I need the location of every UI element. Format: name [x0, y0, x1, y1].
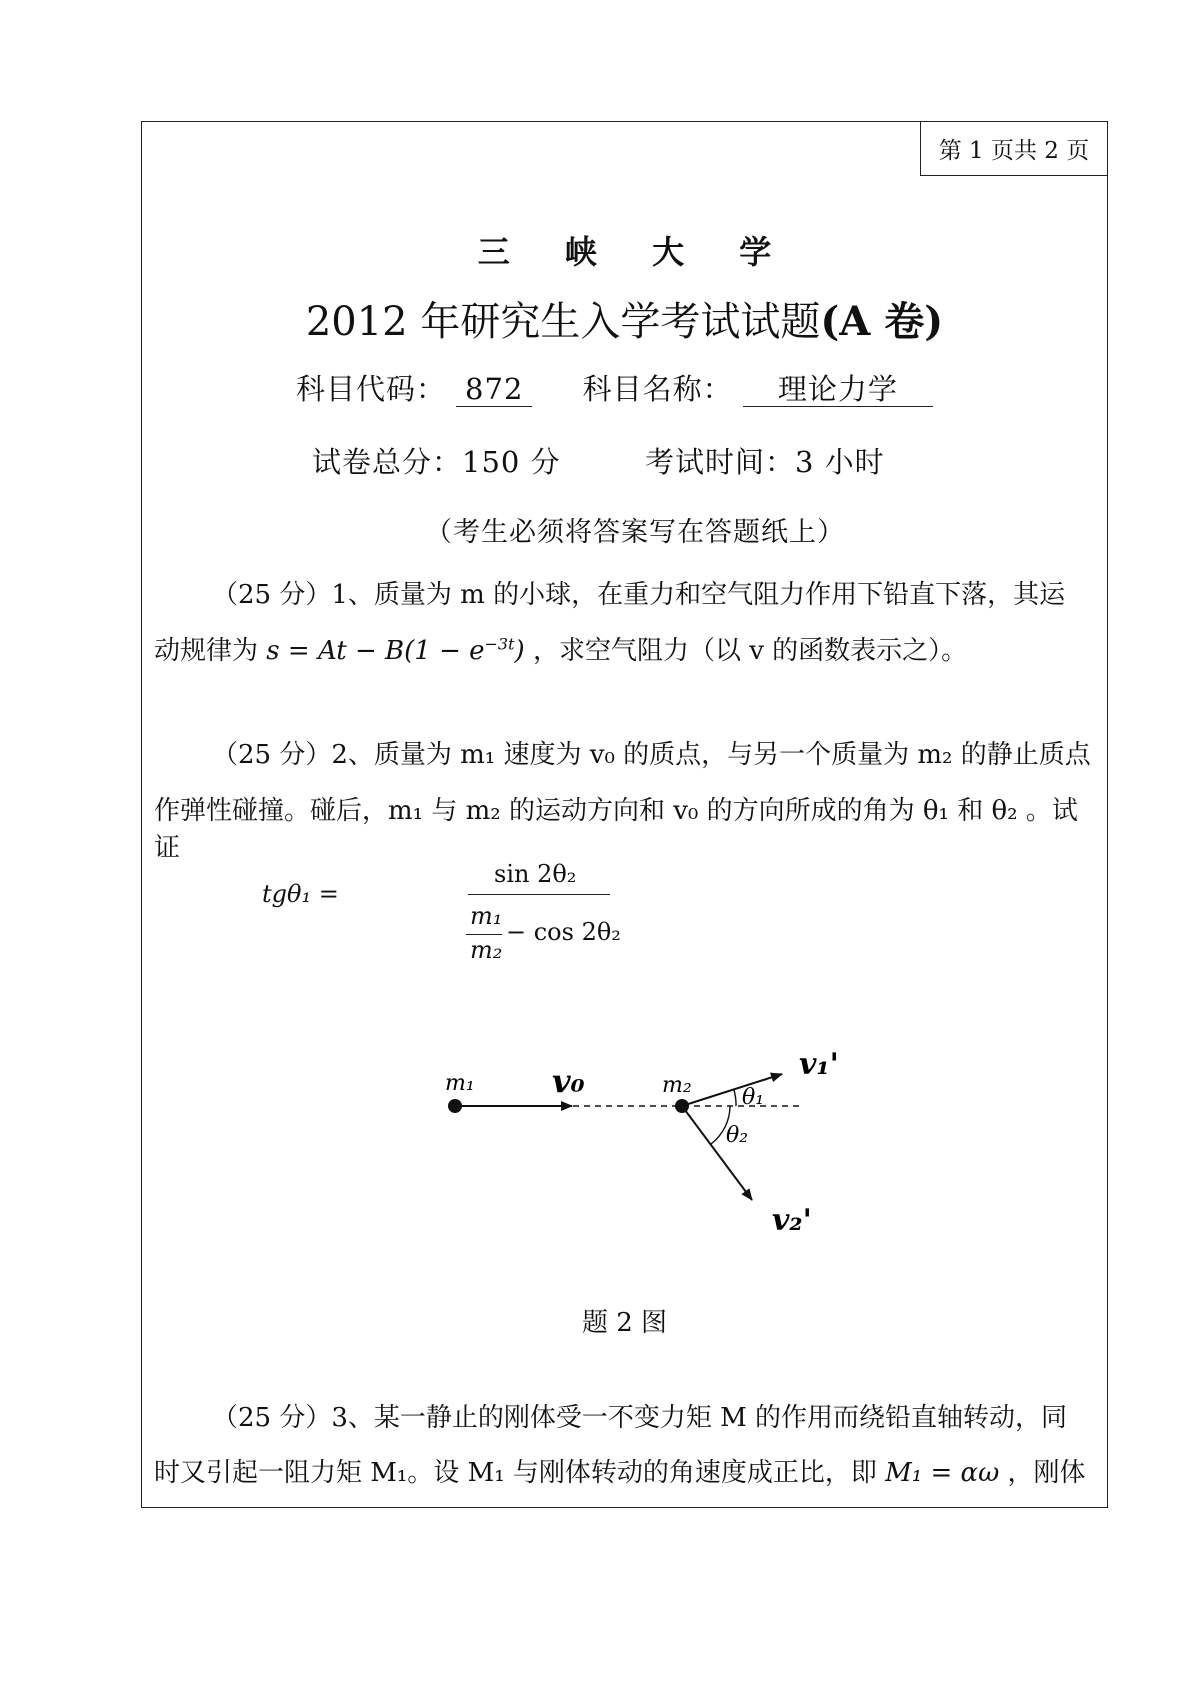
q1-line2-prefix: 动规律为: [154, 636, 259, 666]
theta1-arc: [734, 1090, 736, 1106]
q2-formula-m1: m₁: [470, 902, 503, 930]
exam-title-main: 2012 年研究生入学考试试题: [305, 299, 821, 345]
q2-line2: 作弹性碰撞。碰后，m₁ 与 m₂ 的运动方向和 v₀ 的方向所成的角为 θ₁ 和 θ₂ 。试证: [154, 796, 1078, 863]
q3-line1: （25 分）3、某一静止的刚体受一不变力矩 M 的作用而绕铅直轴转动，同: [212, 1403, 1068, 1433]
v2-prime-arrow: [682, 1106, 752, 1200]
exam-title: [142, 290, 1107, 347]
q1-line2: [154, 630, 1099, 667]
exam-title-suffix: (A 卷): [820, 298, 944, 345]
q2-formula-cos: − cos 2θ₂: [506, 918, 621, 946]
exam-time: 考试时间：3 小时: [645, 445, 885, 479]
exam-info-line: [312, 440, 885, 481]
q1-formula: [266, 636, 524, 666]
q2-formula: [262, 852, 622, 972]
q1-formula-sup: −3t: [484, 634, 515, 654]
label-v2-prime: v₂': [772, 1203, 812, 1238]
q3-line2-prefix: 时又引起一阻力矩 M₁。设 M₁ 与刚体转动的角速度成正比，即: [154, 1458, 877, 1488]
q2-formula-lhs: tgθ₁ =: [262, 880, 339, 908]
q3-line2-suffix: ，刚体: [1007, 1458, 1086, 1488]
q2-fraction-bar: [468, 894, 610, 895]
answer-notice: （考生必须将答案写在答题纸上）: [425, 517, 845, 548]
q2-inner-fraction-bar: [466, 934, 502, 935]
label-theta1: θ₁: [742, 1085, 765, 1110]
q1-line1: （25 分）1、质量为 m 的小球，在重力和空气阻力作用下铅直下落，其运: [212, 580, 1066, 610]
q1-formula-main: s = At − B(1 − e: [266, 636, 485, 666]
q1-line2-suffix: ，求空气阻力（以 v 的函数表示之）。: [532, 636, 968, 666]
page-indicator: 第 1 页共 2 页: [938, 138, 1090, 164]
m1-point: [448, 1099, 462, 1113]
q3-line2: [154, 1452, 1099, 1489]
subject-line: [296, 367, 933, 408]
v1-prime-arrow: [682, 1074, 782, 1106]
school-char: 三: [477, 233, 510, 271]
q1-formula-end: ): [514, 636, 525, 666]
label-v0: v₀: [552, 1062, 585, 1100]
label-m2: m₂: [662, 1073, 692, 1098]
q2-line1: （25 分）2、质量为 m₁ 速度为 v₀ 的质点，与另一个质量为 m₂ 的静止质点: [212, 740, 1091, 770]
figure-caption: 题 2 图: [581, 1308, 668, 1338]
q2-formula-num: sin 2θ₂: [494, 860, 577, 888]
label-theta2: θ₂: [726, 1123, 749, 1148]
subject-code-label: 科目代码：: [296, 372, 447, 406]
school-name: [142, 227, 1107, 273]
subject-name-value: 理论力学: [743, 373, 933, 407]
collision-diagram: [142, 1022, 1109, 1242]
school-char: 学: [739, 233, 772, 271]
exam-page-frame: [141, 121, 1108, 1508]
school-char: 大: [652, 233, 685, 271]
page-indicator-box: [920, 121, 1108, 176]
q2-formula-m2: m₂: [470, 936, 503, 964]
subject-name-label: 科目名称：: [582, 372, 733, 406]
subject-code-value: 872: [456, 373, 532, 407]
label-m1: m₁: [445, 1071, 475, 1096]
total-score: 试卷总分：150 分: [312, 445, 561, 479]
label-v1-prime: v₁': [799, 1047, 839, 1082]
q3-formula: M₁ = αω: [885, 1458, 1000, 1488]
school-char: 峡: [564, 233, 597, 271]
